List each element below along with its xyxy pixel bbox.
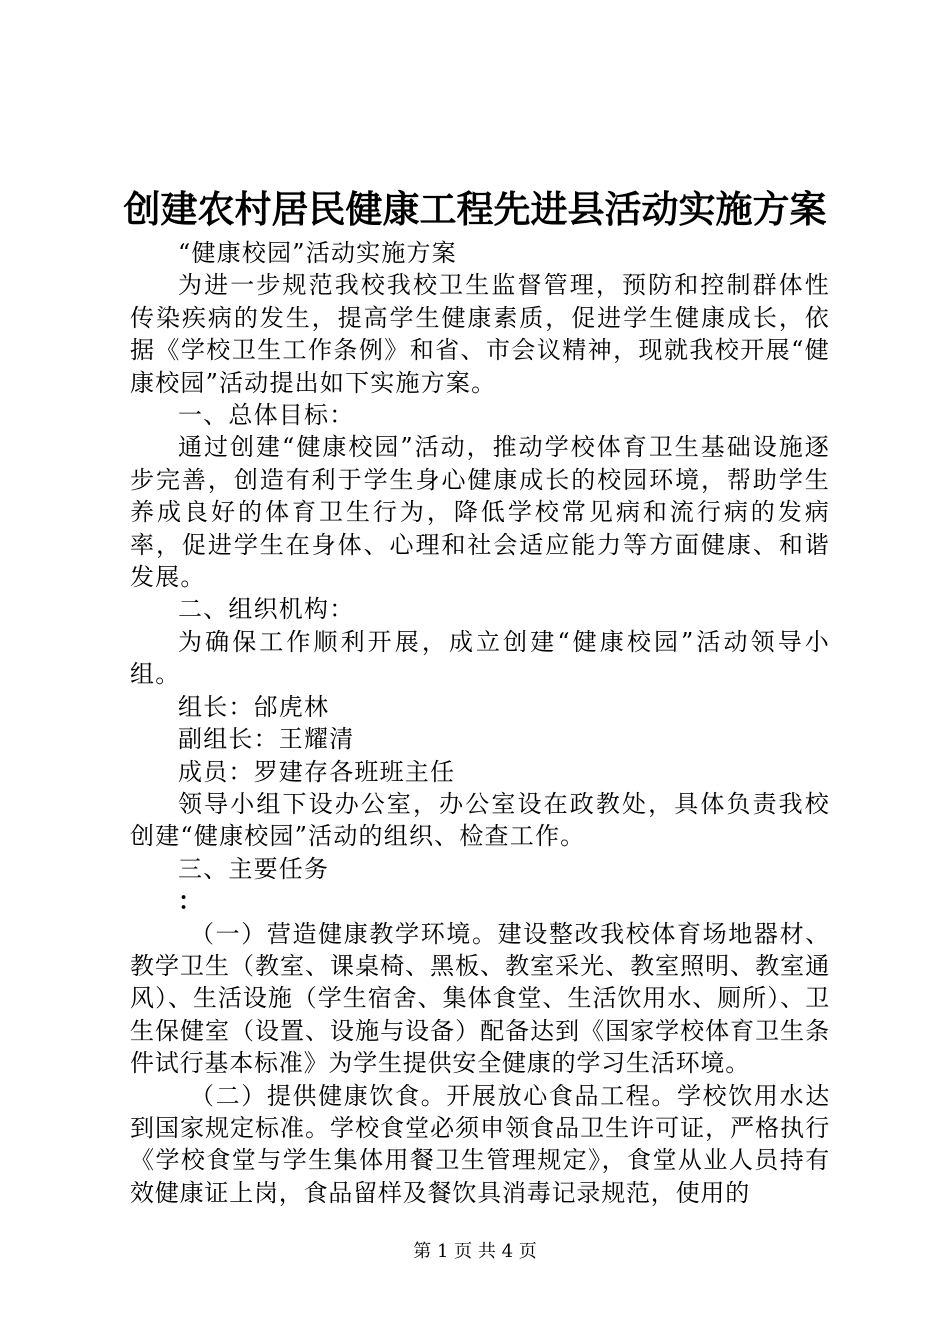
paragraph-intro: 为进一步规范我校我校卫生监督管理，预防和控制群体性传染疾病的发生，提高学生健康素质，促进学生健康成长，依据《学校卫生工作条例》和省、市会议精神，现就我校开展“健康校园”活动提出如下实施方案。 — [130, 271, 830, 397]
paragraph-office: 领导小组下设办公室，办公室设在政教处，具体负责我校创建“健康校园”活动的组织、检查工作。 — [130, 789, 830, 851]
paragraph-members: 成员：罗建存各班班主任 — [178, 757, 456, 786]
paragraph-task-1: （一）营造健康教学环境。建设整改我校体育场地器材、教学卫生（教室、课桌椅、黑板、教室采光、教室照明、教室通风）、生活设施（学生宿舍、集体食堂、生活饮用水、厕所）、卫生保健室（设置、设施与设备）配备达到《国家学校体育卫生条件试行基本标准》为学生提供安全健康的学习生活环境。 — [130, 919, 830, 1078]
paragraph-leader: 组长：邰虎林 — [178, 692, 330, 721]
page-footer: 第 1 页 共 4 页 — [413, 1241, 537, 1262]
heading-overall-goal: 一、总体目标： — [178, 401, 355, 430]
paragraph-colon: ： — [178, 886, 204, 916]
paragraph-overall-goal: 通过创建“健康校园”活动，推动学校体育卫生基础设施逐步完善，创造有利于学生身心健康成长的校园环境，帮助学生养成良好的体育卫生行为，降低学校常见病和流行病的发病率，促进学生在身体、心理和社会适应能力等方面健康、和谐发展。 — [130, 433, 830, 592]
paragraph-task-2: （二）提供健康饮食。开展放心食品工程。学校饮用水达到国家规定标准。学校食堂必须申领食品卫生许可证，严格执行《学校食堂与学生集体用餐卫生管理规定》，食堂从业人员持有效健康证上岗，食品留样及餐饮具消毒记录规范，使用的 — [130, 1081, 830, 1207]
heading-main-tasks: 三、主要任务 — [178, 854, 330, 883]
heading-organization: 二、组织机构： — [178, 595, 355, 624]
paragraph-deputy-leader: 副组长：王耀清 — [178, 725, 355, 754]
document-title: 创建农村居民健康工程先进县活动实施方案 — [123, 187, 827, 231]
paragraph-subtitle: “健康校园”活动实施方案 — [178, 239, 457, 267]
document-body — [130, 237, 830, 1209]
paragraph-organization: 为确保工作顺利开展，成立创建“健康校园”活动领导小组。 — [130, 627, 830, 689]
